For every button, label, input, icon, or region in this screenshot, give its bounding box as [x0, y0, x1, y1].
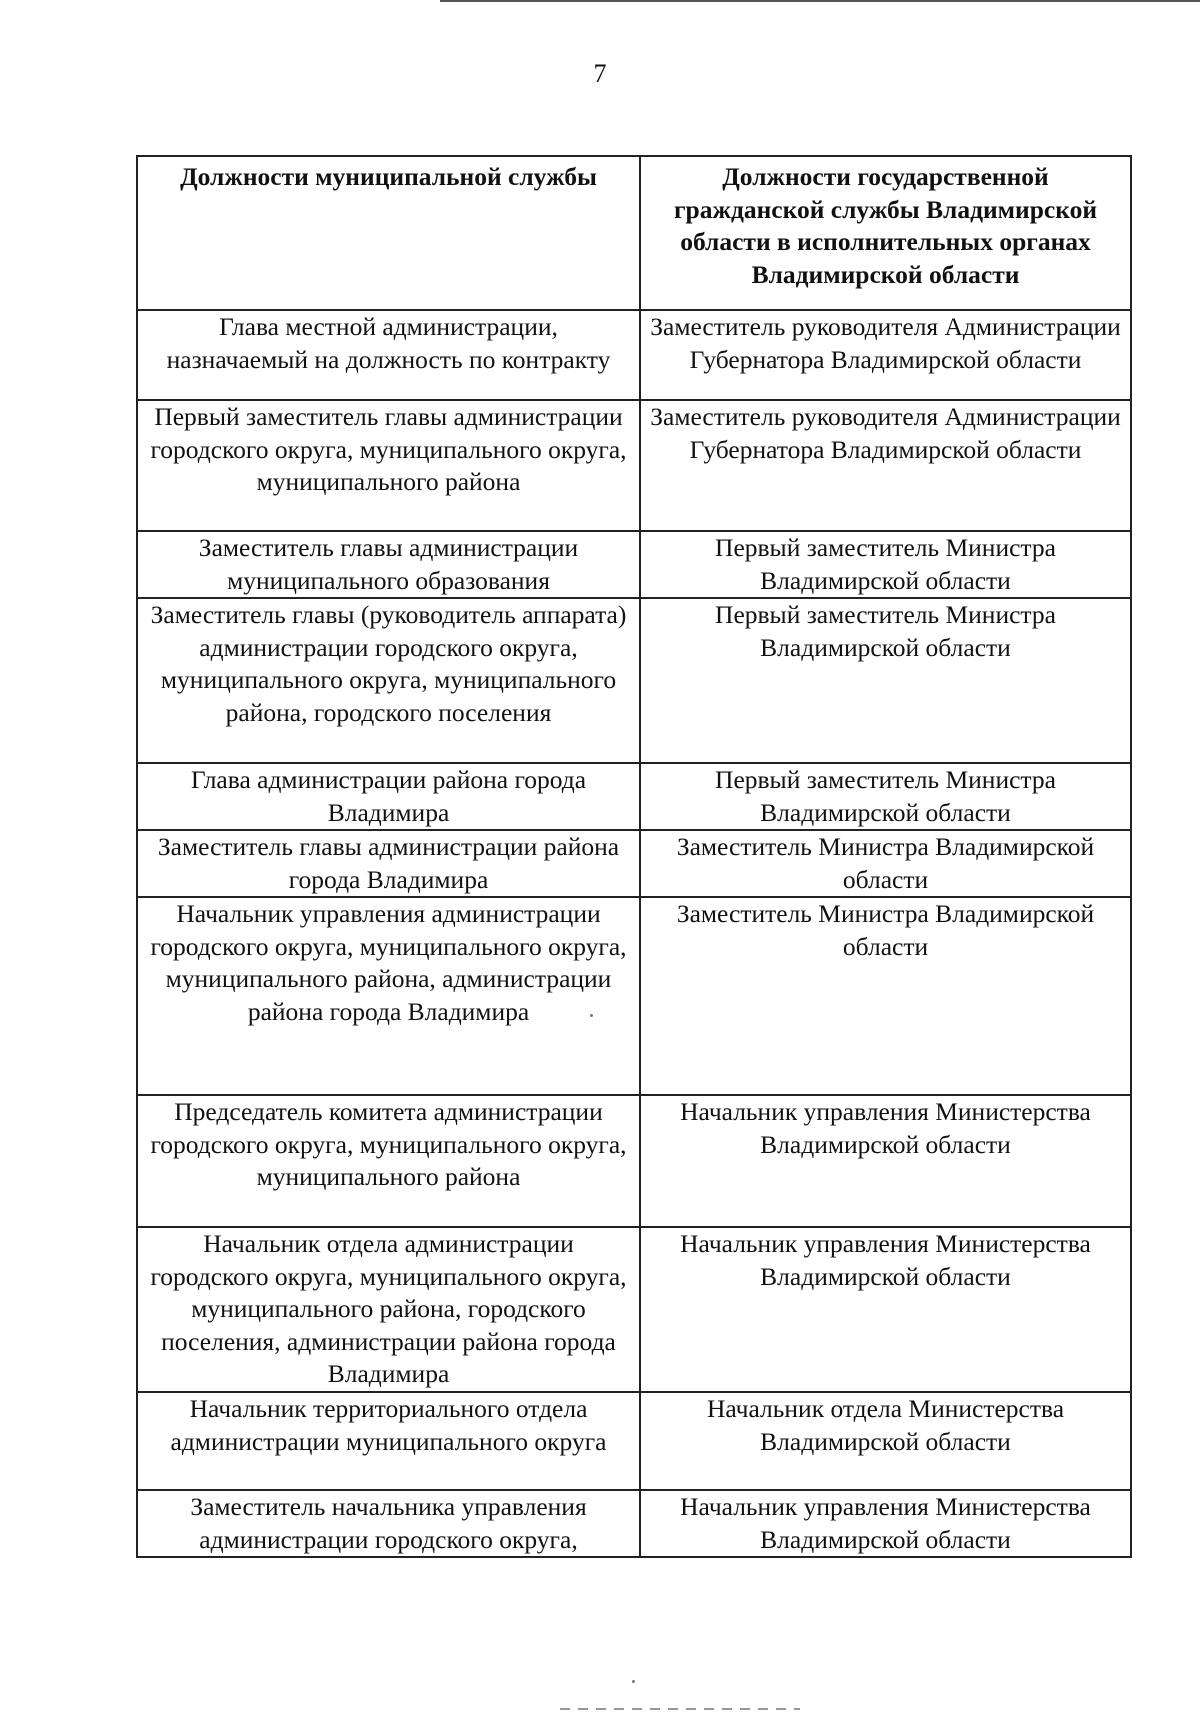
- table-row: [137, 400, 1131, 531]
- cell-state-position: Заместитель руководителя Администрации Губернатора Владимирской области: [640, 400, 1131, 531]
- cell-state-position: Заместитель Министра Владимирской области: [640, 897, 1131, 1095]
- cell-municipal-position: Начальник территориального отдела администрации муниципального округа: [137, 1392, 640, 1490]
- cell-state-position: Первый заместитель Министра Владимирской области: [640, 763, 1131, 830]
- header-municipal-positions: Должности муниципальной службы: [137, 156, 640, 310]
- scan-speck: [590, 1014, 593, 1017]
- cell-municipal-position: Заместитель главы (руководитель аппарата) администрации городского округа, муниципального округа, муниципального района, городского поселения: [137, 598, 640, 763]
- cell-state-position: Начальник управления Министерства Владимирской области: [640, 1227, 1131, 1392]
- cell-municipal-position: Первый заместитель главы администрации городского округа, муниципального округа, муниципального района: [137, 400, 640, 531]
- cell-municipal-position: Председатель комитета администрации городского округа, муниципального округа, муниципального района: [137, 1095, 640, 1227]
- table-row: [137, 598, 1131, 763]
- cell-state-position: Первый заместитель Министра Владимирской области: [640, 598, 1131, 763]
- cell-municipal-position: Заместитель главы администрации района города Владимира: [137, 830, 640, 897]
- table-row: [137, 310, 1131, 400]
- cell-state-position: Заместитель руководителя Администрации Губернатора Владимирской области: [640, 310, 1131, 400]
- cell-state-position: Заместитель Министра Владимирской области: [640, 830, 1131, 897]
- cell-municipal-position: Начальник отдела администрации городского округа, муниципального округа, муниципального района, городского поселения, администрации района города Владимира: [137, 1227, 640, 1392]
- scan-bottom-edge-marks: [560, 1708, 800, 1710]
- cell-state-position: Начальник управления Министерства Владимирской области: [640, 1490, 1131, 1557]
- table-row: [137, 897, 1131, 1095]
- cell-municipal-position: Заместитель начальника управления администрации городского округа,: [137, 1490, 640, 1557]
- scan-top-edge-line: [440, 0, 1200, 2]
- table-header-row: [137, 156, 1131, 310]
- table-row: [137, 1095, 1131, 1227]
- table-row: [137, 763, 1131, 830]
- scan-speck: [632, 1680, 635, 1683]
- header-state-positions: Должности государственной гражданской службы Владимирской области в исполнительных органах Владимирской области: [640, 156, 1131, 310]
- cell-state-position: Начальник отдела Министерства Владимирской области: [640, 1392, 1131, 1490]
- table-row: [137, 1490, 1131, 1557]
- table-row: [137, 830, 1131, 897]
- cell-municipal-position: Глава местной администрации, назначаемый на должность по контракту: [137, 310, 640, 400]
- page-number: 7: [593, 59, 607, 88]
- table-row: [137, 1227, 1131, 1392]
- cell-municipal-position: Глава администрации района города Владимира: [137, 763, 640, 830]
- table-row: [137, 531, 1131, 598]
- cell-state-position: Первый заместитель Министра Владимирской области: [640, 531, 1131, 598]
- cell-municipal-position: Заместитель главы администрации муниципального образования: [137, 531, 640, 598]
- cell-state-position: Начальник управления Министерства Владимирской области: [640, 1095, 1131, 1227]
- table-row: [137, 1392, 1131, 1490]
- cell-municipal-position: Начальник управления администрации городского округа, муниципального округа, муниципального района, администрации района города Владимира: [137, 897, 640, 1095]
- positions-correspondence-table: [136, 155, 1132, 1558]
